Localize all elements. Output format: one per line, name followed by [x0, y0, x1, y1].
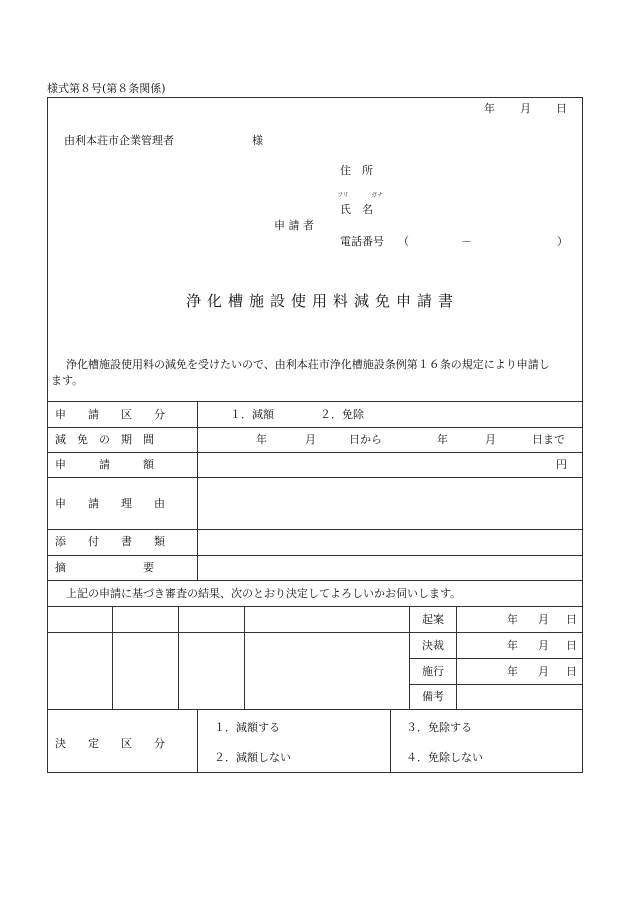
category-option-exemption: ２．免除: [320, 408, 364, 421]
furigana-2: ガナ: [371, 192, 384, 199]
phone-close-paren: ）: [557, 235, 568, 248]
approval-line: [47, 632, 583, 633]
period-from-year: 年: [256, 433, 267, 446]
approval-line: [409, 658, 583, 659]
period-to-month: 月: [485, 433, 496, 446]
body-text-line-2: ます。: [51, 374, 84, 387]
decision-option-reduce: １．減額する: [214, 721, 280, 734]
phone-dash: －: [461, 235, 472, 248]
approval-col-divider: [178, 606, 179, 710]
decision-label: 決 定 区 分: [55, 737, 165, 750]
decision-approval-year: 年: [507, 639, 518, 652]
name-label: 氏 名: [340, 203, 373, 216]
reason-label: 申 請 理 由: [55, 497, 165, 510]
approval-col-divider: [244, 606, 245, 710]
body-text-line-1: 浄化槽施設使用料の減免を受けたいので、由利本荘市浄化槽施設条例第１６条の規定により申請し: [66, 358, 550, 371]
approval-request-text: 上記の申請に基づき審査の結果、次のとおり決定してよろしいかお伺いします。: [66, 587, 462, 600]
summary-label: 摘 要: [55, 561, 154, 574]
form-title: 浄化槽施設使用料減免申請書: [186, 292, 460, 310]
form-number: 様式第８号(第８条関係): [47, 82, 166, 95]
draft-year: 年: [507, 613, 518, 626]
addressee-name: 由利本荘市企業管理者: [64, 134, 174, 147]
period-label: 減 免 の 期 間: [55, 433, 154, 446]
period-to-year: 年: [437, 433, 448, 446]
attachments-label: 添 付 書 類: [55, 535, 165, 548]
remarks-label: 備考: [422, 690, 444, 703]
period-from-day: 日から: [349, 433, 382, 446]
amount-label: 申 請 額: [55, 458, 154, 471]
table-line: [47, 477, 583, 478]
approval-line: [47, 606, 583, 607]
approval-col-divider: [456, 606, 457, 710]
decision-approval-month: 月: [538, 639, 549, 652]
period-from-month: 月: [305, 433, 316, 446]
amount-unit: 円: [556, 458, 567, 471]
date-year: 年: [484, 102, 495, 115]
decision-approval-label: 決裁: [422, 639, 444, 652]
address-label: 住 所: [340, 164, 373, 177]
decision-approval-day: 日: [566, 639, 577, 652]
date-day: 日: [556, 102, 567, 115]
table-line: [47, 452, 583, 453]
outer-border-left: [47, 97, 48, 773]
table-line: [47, 555, 583, 556]
enforcement-day: 日: [566, 665, 577, 678]
approval-line: [409, 684, 583, 685]
approval-col-divider: [409, 606, 410, 710]
enforcement-month: 月: [538, 665, 549, 678]
approval-line: [47, 709, 583, 710]
phone-open-paren: （: [398, 235, 409, 248]
enforcement-label: 施行: [422, 665, 444, 678]
draft-day: 日: [566, 613, 577, 626]
table-line: [47, 401, 583, 402]
category-option-reduction: １．減額: [230, 408, 274, 421]
decision-option-no-reduce: ２．減額しない: [214, 751, 291, 764]
category-label: 申 請 区 分: [55, 408, 165, 421]
date-month: 月: [520, 102, 531, 115]
table-line: [47, 529, 583, 530]
furigana-1: フリ: [337, 192, 349, 199]
outer-border-right: [582, 97, 583, 773]
table-line: [47, 580, 583, 581]
decision-label-divider: [197, 709, 198, 773]
outer-border-bottom: [47, 772, 583, 773]
decision-options-divider: [390, 709, 391, 773]
approval-col-divider: [112, 606, 113, 710]
draft-label: 起案: [422, 613, 444, 626]
phone-label: 電話番号: [340, 235, 384, 248]
decision-option-no-exempt: ４．免除しない: [406, 751, 483, 764]
decision-option-exempt: ３．免除する: [406, 721, 472, 734]
applicant-label: 申 請 者: [274, 219, 314, 232]
table-line: [47, 427, 583, 428]
draft-month: 月: [538, 613, 549, 626]
outer-border-top: [47, 97, 583, 98]
addressee-honorific: 様: [252, 134, 263, 147]
enforcement-year: 年: [507, 665, 518, 678]
label-column-divider: [197, 401, 198, 581]
period-to-day: 日まで: [532, 433, 565, 446]
